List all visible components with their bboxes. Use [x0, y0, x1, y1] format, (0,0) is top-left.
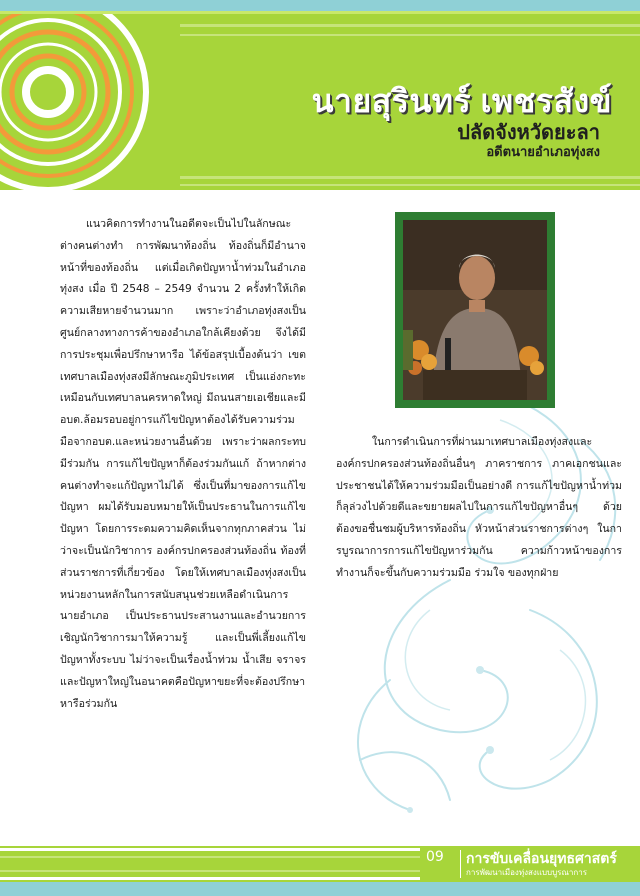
person-name: นายสุรินทร์ เพชรสังข์ [311, 83, 612, 119]
footer-divider [460, 850, 461, 878]
footer-title: การขับเคลื่อนยุทธศาสตร์ [466, 850, 617, 866]
decorative-circles [0, 14, 200, 214]
page-number: 09 [426, 849, 444, 865]
portrait-photo-frame [395, 212, 555, 408]
article-right-column: ในการดำเนินการที่ผ่านมาเทศบาลเมืองทุ่งสงและองค์กรปกครองส่วนท้องถิ่นอื่นๆ ภาคราชการ ภาคเอกชนและประชาชนได้ให้ความร่วมมือเป็นอย่างดี การแก้ไขปัญหาน้ำท่วมก็ลุล่วงไปด้วยดีและขยายผลไปในการแก้ไขปัญหาอื่นๆ ด้วย ต้องขอชื่นชมผู้บริหารท้องถิ่น หัวหน้าส่วนราชการต่างๆ ในการบูรณาการการแก้ไขปัญหาร่วมกัน ความก้าวหน้าของการทำงานก็จะขึ้นกับความร่วมมือ ร่วมใจ ของทุกฝ่าย [336, 436, 622, 579]
footer-subtitle: การพัฒนาเมืองทุ่งสงแบบบูรณาการ [466, 868, 588, 877]
article-left-column: แนวคิดการทำงานในอดีตจะเป็นไปในลักษณะต่างคนต่างทำ การพัฒนาท้องถิ่น ท้องถิ่นก็มีอำนาจหน้าที่ของท้องถิ่น แต่เมื่อเกิดปัญหาน้ำท่วมในอำเภอทุ่งสง เมื่อ ปี 2548 – 2549 จำนวน 2 ครั้งทำให้เกิดความเสียหายจำนวนมาก เพราะว่าอำเภอทุ่งสงเป็นศูนย์กลางทางการค้าของอำเภอใกล้เคียงด้วย จึงได้มีการประชุมเพื่อปรึกษาหารือ ได้ข้อสรุปเบื้องต้นว่า เขตเทศบาลเมืองทุ่งสงมีลักษณะภูมิประเทศ เป็นแอ่งกะทะเหมือนกับเทศบาลนครหาดใหญ่ มีถนนสายเอเชียและมีอบต.ล้อมรอบอยู่การแก้ไขปัญหาต้องได้รับความร่วมมือจากอบต.และหน่วยงานอื่นด้วย เพราะว่าผลกระทบมีร่วมกัน การแก้ไขปัญหาก็ต้องร่วมกันแก้ ถ้าหากต่างคนต่างทำจะแก้ปัญหาไม่ได้ ซึ่งเป็นที่มาของการแก้ไขปัญหา ผมได้รับมอบหมายให้เป็นประธานในการแก้ไขปัญหา โดยการระดมความคิดเห็นจากทุกภาคส่วน ไม่ว่าจะเป็นนักวิชาการ องค์กรปกครองส่วนท้องถิ่น ท้องที่ ส่วนราชการที่เกี่ยวข้อง โดยให้เทศบาลเมืองทุ่งสงเป็นหน่วยงานหลักในการสนับสนุนช่วยเหลือดำเนินการ นายอำเภอ เป็นประธานประสานงานและอำนวยการเชิญนักวิชาการมาให้ความรู้ และเป็นพี่เลี้ยงแก้ไขปัญหาทั้งระบบ ไม่ว่าจะเป็นเรื่องน้ำท่วม น้ำเสีย จราจรและปัญหาใหญ่ในอนาคตคือปัญหาขยะที่จะต้องปรึกษาหารือร่วมกัน [60, 218, 306, 710]
top-stripe [0, 0, 640, 14]
footer-bottom-stripe [0, 882, 640, 896]
former-position-title: อดีตนายอำเภอทุ่งสง [486, 144, 600, 159]
position-title: ปลัดจังหวัดยะลา [457, 122, 600, 144]
portrait-photo [403, 220, 547, 400]
speaker-illustration [403, 220, 547, 400]
